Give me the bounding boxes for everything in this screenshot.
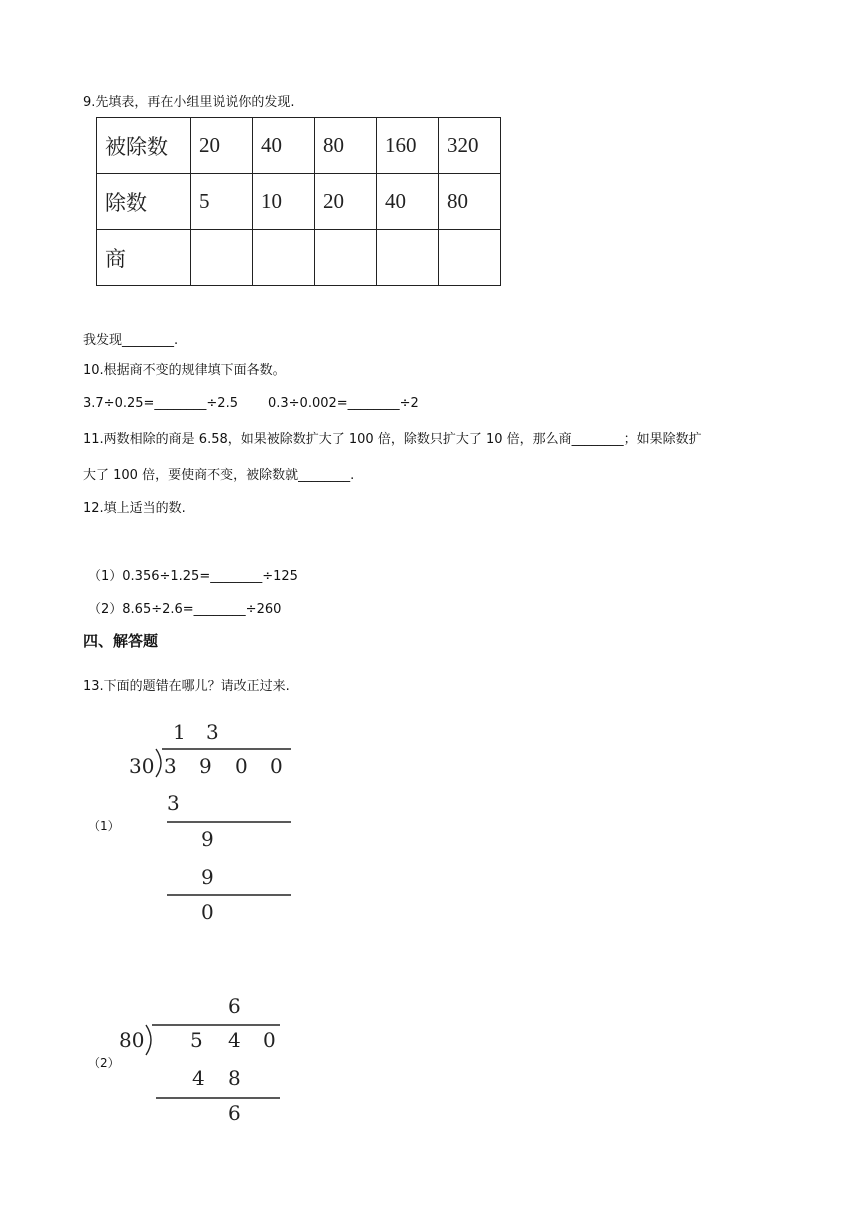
table-cell: 20 <box>191 118 253 174</box>
dividend-digit: 0 <box>235 754 248 778</box>
table-cell: 160 <box>377 118 439 174</box>
dividend-digit: 5 <box>190 1028 203 1052</box>
question-12-item-2: （2）8.65÷2.6=________÷260 <box>88 602 282 617</box>
step-product: 4 <box>192 1066 205 1090</box>
sub-question-2-label: （2） <box>88 1056 120 1070</box>
final-remainder: 6 <box>228 1101 241 1125</box>
step-remainder: 9 <box>201 827 214 851</box>
dividend-digit: 4 <box>228 1028 241 1052</box>
dividend-digit: 9 <box>199 754 212 778</box>
table-cell: 5 <box>191 174 253 230</box>
question-10-title: 10.根据商不变的规律填下面各数。 <box>83 363 286 378</box>
step-product: 9 <box>201 865 214 889</box>
equation-1: 3.7÷0.25=________÷2.5 <box>83 396 238 411</box>
table-cell: 40 <box>253 118 315 174</box>
question-12-item-1: （1）0.356÷1.25=________÷125 <box>88 569 298 584</box>
quotient-digit: 1 <box>173 720 186 744</box>
question-11-line-1: 11.两数相除的商是 6.58，如果被除数扩大了 100 倍，除数只扩大了 10 倍，那么商________；如果除数扩 <box>83 432 702 447</box>
sub-question-1-label: （1） <box>88 819 120 833</box>
table-cell: 80 <box>315 118 377 174</box>
table-cell: 20 <box>315 174 377 230</box>
row-label-divisor: 除数 <box>97 174 191 230</box>
row-label-dividend: 被除数 <box>97 118 191 174</box>
row-label-quotient: 商 <box>97 230 191 286</box>
table-cell: 320 <box>439 118 501 174</box>
dividend-digit: 0 <box>270 754 283 778</box>
quotient-digit: 3 <box>206 720 219 744</box>
long-division-1 <box>129 720 291 924</box>
equation-2: 0.3÷0.002=________÷2 <box>267 396 419 411</box>
step-product: 8 <box>228 1066 241 1090</box>
table-cell: 40 <box>377 174 439 230</box>
question-12-title: 12.填上适当的数. <box>83 501 186 516</box>
quotient-digit: 6 <box>228 994 241 1018</box>
finding-blank: 我发现________. <box>83 333 179 348</box>
step-product: 3 <box>167 791 180 815</box>
question-13-title: 13.下面的题错在哪儿？请改正过来. <box>83 679 290 694</box>
dividend-digit: 3 <box>164 754 177 778</box>
question-11-line-2: 大了 100 倍，要使商不变，被除数就________. <box>83 468 355 483</box>
question-9-title: 9.先填表，再在小组里说说你的发现. <box>83 95 295 110</box>
section-heading: 四、解答题 <box>83 632 159 650</box>
division-bracket <box>156 749 161 777</box>
divisor: 80 <box>119 1028 145 1052</box>
table-cell: 80 <box>439 174 501 230</box>
final-remainder: 0 <box>201 900 214 924</box>
division-bracket <box>146 1025 151 1055</box>
long-division-2 <box>119 994 280 1125</box>
table-cell: 10 <box>253 174 315 230</box>
dividend-digit: 0 <box>263 1028 276 1052</box>
divisor: 30 <box>129 754 155 778</box>
